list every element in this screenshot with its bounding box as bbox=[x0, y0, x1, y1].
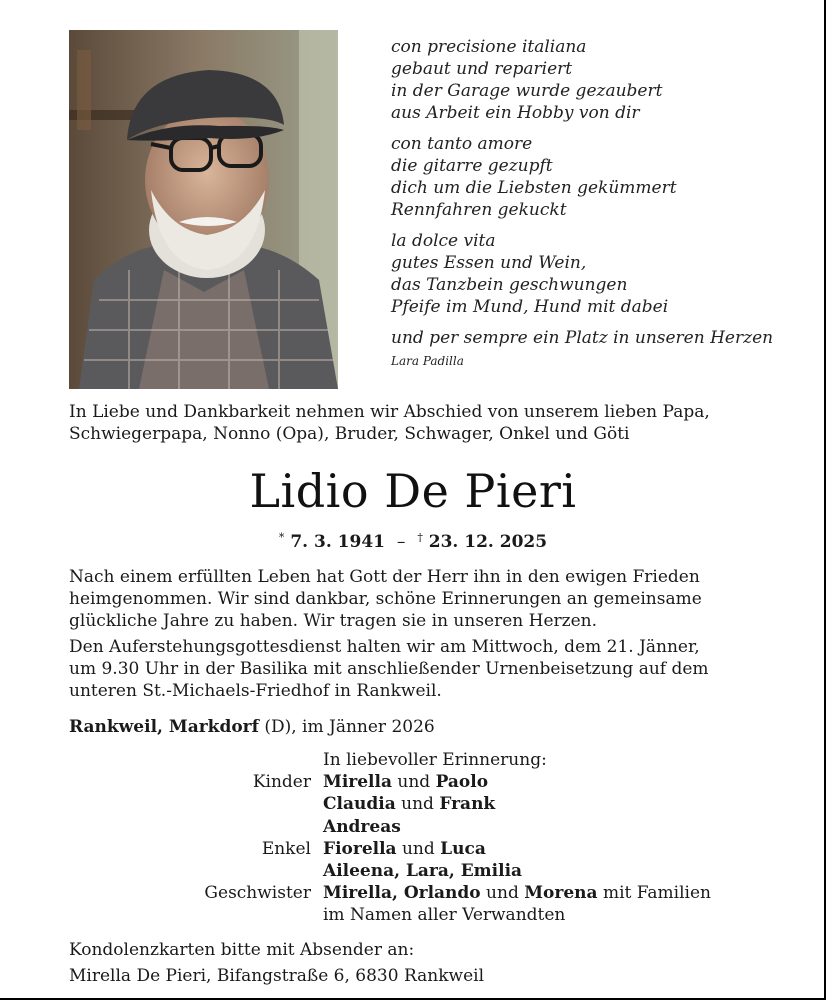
family-row bbox=[69, 882, 809, 904]
condolence-line: Mirella De Pieri, Bifangstraße 6, 6830 Rankweil bbox=[69, 966, 485, 986]
poem-line: gebaut und repariert bbox=[391, 59, 573, 79]
poem-stanza bbox=[391, 36, 811, 124]
family-heading: In liebevoller Erinnerung: bbox=[323, 750, 547, 770]
family-members bbox=[323, 860, 522, 882]
enkel-label: Enkel bbox=[261, 838, 311, 859]
family-members bbox=[323, 882, 711, 904]
family-members bbox=[323, 838, 486, 860]
member-name: Mirella bbox=[323, 772, 392, 793]
poem-line: gutes Essen und Wein, bbox=[391, 253, 587, 273]
poem-stanza bbox=[391, 133, 811, 221]
poem-author: Lara Padilla bbox=[391, 354, 464, 368]
paragraph-line: Den Auferstehungsgottesdienst halten wir am Mittwoch, dem 21. Jänner, bbox=[69, 637, 700, 657]
place-suffix: (D), im Jänner 2026 bbox=[258, 717, 435, 737]
member-name: Fiorella bbox=[323, 838, 397, 859]
place-date bbox=[69, 716, 435, 738]
family-row bbox=[69, 904, 809, 926]
family-closing: im Namen aller Verwandten bbox=[323, 905, 566, 926]
family-members bbox=[323, 771, 488, 793]
conjunction: und bbox=[395, 794, 440, 815]
poem-line: con precisione italiana bbox=[391, 37, 587, 57]
poem-stanza bbox=[391, 327, 811, 349]
family-row bbox=[69, 749, 809, 771]
poem-line: la dolce vita bbox=[391, 231, 496, 251]
member-name: Luca bbox=[440, 838, 486, 859]
member-name: Claudia bbox=[323, 794, 396, 815]
member-name: Mirella, Orlando bbox=[323, 883, 481, 904]
service-paragraph bbox=[69, 636, 789, 702]
member-name: Morena bbox=[524, 883, 598, 904]
family-row bbox=[69, 816, 809, 838]
poem-line: in der Garage wurde gezaubert bbox=[391, 81, 663, 101]
birth-date: 7. 3. 1941 bbox=[290, 532, 385, 552]
family-row bbox=[69, 838, 809, 860]
poem bbox=[391, 36, 811, 369]
condolence-line: Kondolenzkarten bitte mit Absender an: bbox=[69, 940, 415, 960]
condolence-address bbox=[69, 937, 769, 989]
birth-symbol: * bbox=[278, 531, 285, 544]
kinder-label: Kinder bbox=[252, 772, 311, 793]
paragraph-line: glückliche Jahre zu haben. Wir tragen sie in unseren Herzen. bbox=[69, 611, 598, 631]
paragraph-line: unteren St.-Michaels-Friedhof in Rankweil. bbox=[69, 681, 442, 701]
death-symbol: † bbox=[417, 531, 423, 544]
conjunction: und bbox=[396, 838, 441, 859]
member-name: Aileena, Lara, Emilia bbox=[323, 861, 523, 882]
member-name: Andreas bbox=[323, 816, 401, 837]
family-row bbox=[69, 771, 809, 793]
poem-stanza bbox=[391, 230, 811, 318]
death-date: 23. 12. 2025 bbox=[428, 532, 548, 552]
poem-line: das Tanzbein geschwungen bbox=[391, 275, 628, 295]
paragraph-line: Nach einem erfüllten Leben hat Gott der Herr ihn in den ewigen Frieden bbox=[69, 567, 700, 587]
place-cities: Rankweil, Markdorf bbox=[69, 717, 259, 737]
family-members bbox=[323, 816, 401, 838]
poem-line: Rennfahren gekuckt bbox=[391, 200, 567, 220]
conjunction: und bbox=[480, 883, 525, 904]
intro-text bbox=[69, 401, 789, 445]
member-name: Frank bbox=[439, 794, 496, 815]
poem-line: und per sempre ein Platz in unseren Herzen bbox=[391, 328, 774, 348]
poem-line: dich um die Liebsten gekümmert bbox=[391, 178, 677, 198]
poem-line: die gitarre gezupft bbox=[391, 156, 553, 176]
life-dates bbox=[0, 526, 826, 554]
poem-line: aus Arbeit ein Hobby von dir bbox=[391, 103, 640, 123]
intro-line: In Liebe und Dankbarkeit nehmen wir Abschied von unserem lieben Papa, bbox=[69, 402, 710, 422]
member-suffix: mit Familien bbox=[597, 883, 711, 904]
geschwister-label: Geschwister bbox=[204, 883, 311, 904]
member-name: Paolo bbox=[435, 772, 489, 793]
obituary-paragraph bbox=[69, 566, 789, 632]
family-row bbox=[69, 793, 809, 815]
deceased-name: Lidio De Pieri bbox=[249, 464, 577, 518]
poem-line: con tanto amore bbox=[391, 134, 533, 154]
family-members bbox=[323, 793, 495, 815]
date-separator: – bbox=[396, 532, 406, 552]
intro-line: Schwiegerpapa, Nonno (Opa), Bruder, Schwager, Onkel und Göti bbox=[69, 424, 630, 444]
paragraph-line: heimgenommen. Wir sind dankbar, schöne Erinnerungen an gemeinsame bbox=[69, 589, 702, 609]
conjunction: und bbox=[391, 772, 436, 793]
poem-line: Pfeife im Mund, Hund mit dabei bbox=[391, 297, 669, 317]
portrait-photo bbox=[69, 30, 338, 389]
family-list bbox=[69, 749, 809, 927]
family-row bbox=[69, 860, 809, 882]
paragraph-line: um 9.30 Uhr in der Basilika mit anschließender Urnenbeisetzung auf dem bbox=[69, 659, 709, 679]
